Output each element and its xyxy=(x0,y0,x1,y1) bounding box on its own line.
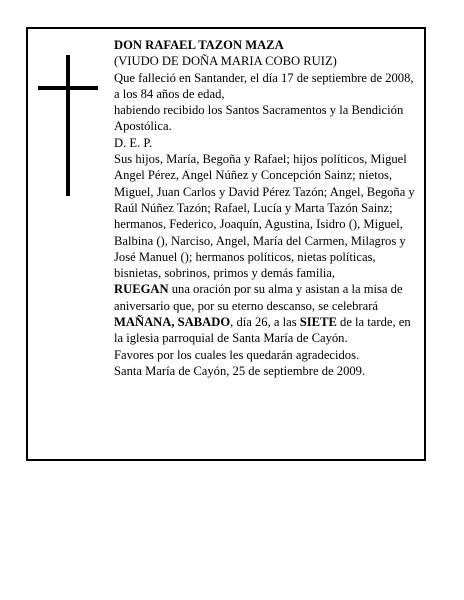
widower-line: (VIUDO DE DOÑA MARIA COBO RUIZ) xyxy=(114,54,337,69)
death-info: Que falleció en Santander, el día 17 de septiembre de 2008, a los 84 años de edad, xyxy=(114,70,414,101)
place-date-line: Santa María de Cayón, 25 de septiembre de 2009. xyxy=(114,363,366,378)
deceased-name: DON RAFAEL TAZON MAZA xyxy=(114,38,284,52)
rip-line: D. E. P. xyxy=(114,135,153,150)
request-text: una oración por su alma y asistan a la misa de aniversario que, por su eterno descanso, se celebrará xyxy=(114,282,403,313)
sacraments-line: habiendo recibido los Santos Sacramentos y la Bendición Apostólica. xyxy=(114,103,404,134)
request-paragraph xyxy=(114,281,422,346)
request-keyword: RUEGAN xyxy=(114,282,169,297)
location-text: de la tarde, en la iglesia parroquial de Santa María de Cayón. xyxy=(114,315,411,346)
time-keyword: SIETE xyxy=(299,315,337,330)
family-list: Sus hijos, María, Begoña y Rafael; hijos políticos, Miguel Angel Pérez, Angel Núñez y Concepción Sainz; nietos, Miguel, Juan Carlos y David Pérez Tazón; Angel, Begoña y Raúl Núñez Tazón; Rafael, Lucía y Marta Tazón Sainz; hermanos, Federico, Joaquín, Agustina, Isidro (), Miguel, Balbina (), Narciso, Angel, María del Carmen, Milagros y José Manuel (); hermanos políticos, nietas políticas, bisnietas, sobrinos, primos y demás familia, xyxy=(114,152,415,281)
thanks-line: Favores por los cuales les quedarán agradecidos. xyxy=(114,347,360,362)
cross-vertical-bar xyxy=(66,55,70,196)
obituary-text xyxy=(114,37,422,379)
cross-horizontal-bar xyxy=(38,86,98,90)
date-mid-text: , día 26, a las xyxy=(230,315,300,330)
day-keyword: MAÑANA, SABADO xyxy=(114,315,231,330)
